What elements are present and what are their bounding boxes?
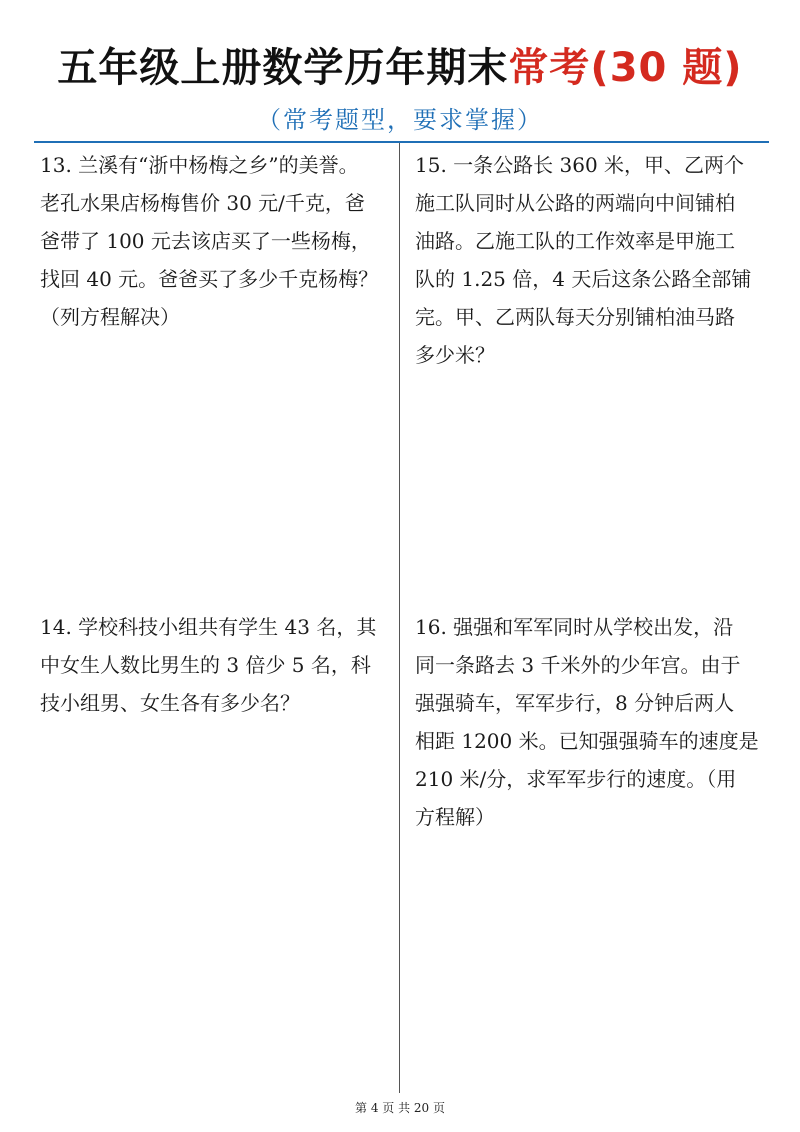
question-15: 15. 一条公路长 360 米，甲、乙两个 施工队同时从公路的两端向中间铺柏 油路。乙施工队的工作效率是甲施工 队的 1.25 倍，4 天后这条公路全部铺 完。甲、乙两队每天分别铺柏油马路 多少米？ xyxy=(415,153,752,367)
title-highlight: 常考(30 题) xyxy=(508,45,743,91)
title-main: 五年级上册数学历年期末 xyxy=(57,45,509,91)
question-13: 13. 兰溪有“浙中杨梅之乡”的美誉。 老孔水果店杨梅售价 30 元/千克，爸 爸带了 100 元去该店买了一些杨梅， 找回 40 元。爸爸买了多少千克杨梅？ （列方程解决） xyxy=(40,153,379,329)
question-14: 14. 学校科技小组共有学生 43 名，其 中女生人数比男生的 3 倍少 5 名，科 技小组男、女生各有多少名？ xyxy=(40,615,377,715)
question-16: 16. 强强和军军同时从学校出发，沿 同一条路去 3 千米外的少年宫。由于 强强骑车，军军步行，8 分钟后两人 相距 1200 米。已知强强骑车的速度是 210 米/分，求军军步行的速度。（用 方程解） xyxy=(415,615,759,829)
column-divider xyxy=(399,143,400,1093)
page-title xyxy=(0,42,800,94)
page-subtitle: （常考题型，要求掌握） xyxy=(257,106,543,134)
header-divider xyxy=(34,141,769,143)
page-footer: 第 4 页 共 20 页 xyxy=(355,1101,445,1115)
